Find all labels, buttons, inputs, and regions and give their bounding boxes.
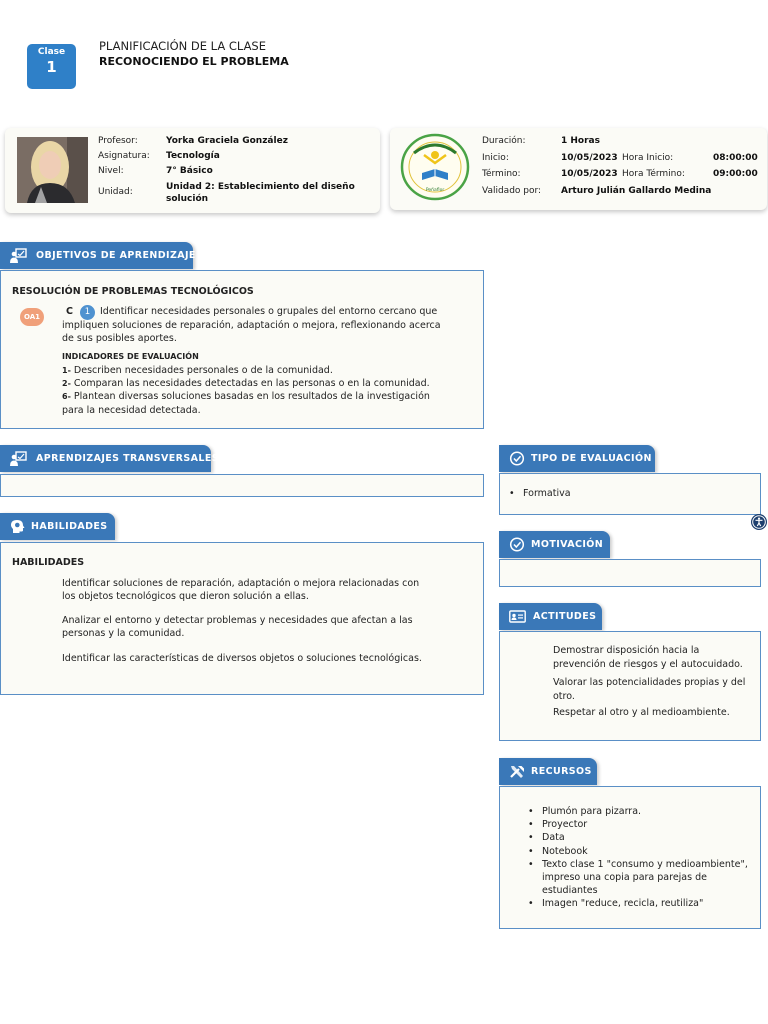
school-logo [400, 133, 470, 201]
habilidades-title: HABILIDADES [12, 557, 85, 568]
teacher-photo [17, 137, 88, 203]
indicador-item [62, 364, 333, 378]
indicadores-title: INDICADORES DE EVALUACIÓN [62, 352, 199, 361]
inicio-value: 10/05/2023 [561, 153, 618, 163]
transversales-box [0, 474, 484, 497]
logo-bottom-text: Peñaflor [425, 188, 445, 193]
check-circle-icon [509, 451, 526, 466]
clase-badge [27, 44, 76, 89]
head-idea-icon [10, 519, 27, 534]
habilidad-item: Analizar el entorno y detectar problemas y necesidades que afectan a las personas y la comunidad. [62, 615, 413, 639]
tab-recursos-label: RECURSOS [531, 766, 592, 777]
hora-termino-label: Hora Término: [622, 169, 685, 179]
habilidad-item: Identificar las características de diversos objetos o soluciones tecnológicas. [62, 653, 422, 664]
hora-inicio-value: 08:00:00 [713, 153, 758, 163]
tab-habilidades-label: HABILIDADES [31, 521, 108, 532]
validado-value: Arturo Julián Gallardo Medina [561, 186, 712, 196]
asignatura-value: Tecnología [166, 151, 220, 161]
unidad-value: Unidad 2: Establecimiento del diseño solución [166, 182, 355, 204]
profesor-value: Yorka Graciela González [166, 136, 288, 146]
objetivo-text: Identificar necesidades personales o grupales del entorno cercano que impliquen soluciones de reparación, adaptación o mejora, reflexionando acerca de sus posibles aportes. [62, 306, 441, 344]
clase-badge-number: 1 [46, 58, 57, 76]
tab-motivacion-label: MOTIVACIÓN [531, 539, 604, 550]
motivacion-box [499, 559, 761, 587]
list-item: • Data [528, 831, 748, 844]
actitud-item: Respetar al otro y al medioambiente. [553, 707, 730, 718]
tab-recursos [499, 758, 597, 785]
tab-transversales-label: APRENDIZAJES TRANSVERSALES [36, 453, 219, 464]
oa-c-label: C [66, 306, 73, 317]
termino-label: Término: [482, 169, 521, 179]
termino-value: 10/05/2023 [561, 169, 618, 179]
check-circle-icon [509, 537, 526, 552]
list-item: • Plumón para pizarra. [528, 805, 748, 818]
tools-icon [509, 764, 526, 779]
hora-inicio-label: Hora Inicio: [622, 153, 674, 163]
list-item: • Formativa [509, 487, 571, 500]
page-subtitle: RECONOCIENDO EL PROBLEMA [99, 55, 289, 68]
habilidad-item: Identificar soluciones de reparación, adaptación o mejora relacionadas con los objetos tecnológicos que dieron solución a ellas. [62, 578, 420, 602]
tab-objetivos-label: OBJETIVOS DE APRENDIZAJE [36, 250, 196, 261]
teacher-board-icon [10, 248, 27, 263]
tab-transversales [0, 445, 219, 472]
actitud-item: Demostrar disposición hacia la prevención de riesgos y el autocuidado. [553, 645, 743, 670]
tab-habilidades [0, 513, 115, 540]
tab-actitudes-label: ACTITUDES [533, 611, 597, 622]
tab-tipo-evaluacion-label: TIPO DE EVALUACIÓN [531, 453, 652, 464]
nivel-label: Nivel: [98, 166, 124, 176]
list-item: • Imagen "reduce, recicla, reutiliza" [528, 897, 748, 910]
class-info-card [390, 128, 767, 210]
teacher-board-icon [10, 451, 27, 466]
indicador-number: 6- [62, 392, 71, 401]
accessibility-button[interactable] [751, 514, 767, 530]
indicador-text: Comparan las necesidades detectadas en las personas o en la comunidad. [73, 378, 430, 389]
unidad-label: Unidad: [98, 187, 133, 197]
indicador-number: 2- [62, 379, 71, 388]
teacher-info-card [5, 128, 380, 213]
validado-label: Validado por: [482, 186, 542, 196]
indicador-item [62, 377, 430, 391]
duracion-value: 1 Horas [561, 136, 600, 146]
page-title: PLANIFICACIÓN DE LA CLASE [99, 39, 267, 53]
oa-badge: OA1 [20, 308, 44, 326]
oa-number-badge: 1 [80, 305, 95, 320]
actitud-item: Valorar las potencialidades propias y del otro. [553, 677, 746, 702]
list-item: • Notebook [528, 845, 748, 858]
tipo-evaluacion-list [509, 487, 571, 500]
indicador-number: 1- [62, 366, 71, 375]
tab-actitudes [499, 603, 602, 630]
indicador-text: Plantean diversas soluciones basadas en los resultados de la investigación para la necesidad detectada. [62, 391, 430, 416]
profesor-label: Profesor: [98, 136, 138, 146]
nivel-value: 7° Básico [166, 166, 213, 176]
tab-motivacion [499, 531, 610, 558]
inicio-label: Inicio: [482, 153, 509, 163]
asignatura-label: Asignatura: [98, 151, 150, 161]
duracion-label: Duración: [482, 136, 526, 146]
hora-termino-value: 09:00:00 [713, 169, 758, 179]
tab-objetivos [0, 242, 196, 269]
list-item: • Texto clase 1 "consumo y medioambiente", impreso una copia para parejas de estudiantes [528, 858, 748, 898]
list-item: • Proyector [528, 818, 748, 831]
accessibility-icon [751, 514, 767, 530]
indicador-text: Describen necesidades personales o de la comunidad. [73, 365, 333, 376]
tab-tipo-evaluacion [499, 445, 655, 472]
objetivos-title: RESOLUCIÓN DE PROBLEMAS TECNOLÓGICOS [12, 286, 254, 297]
recursos-list [528, 805, 748, 911]
id-card-icon [509, 609, 526, 624]
indicador-item [62, 390, 446, 417]
clase-badge-label: Clase [37, 47, 66, 57]
